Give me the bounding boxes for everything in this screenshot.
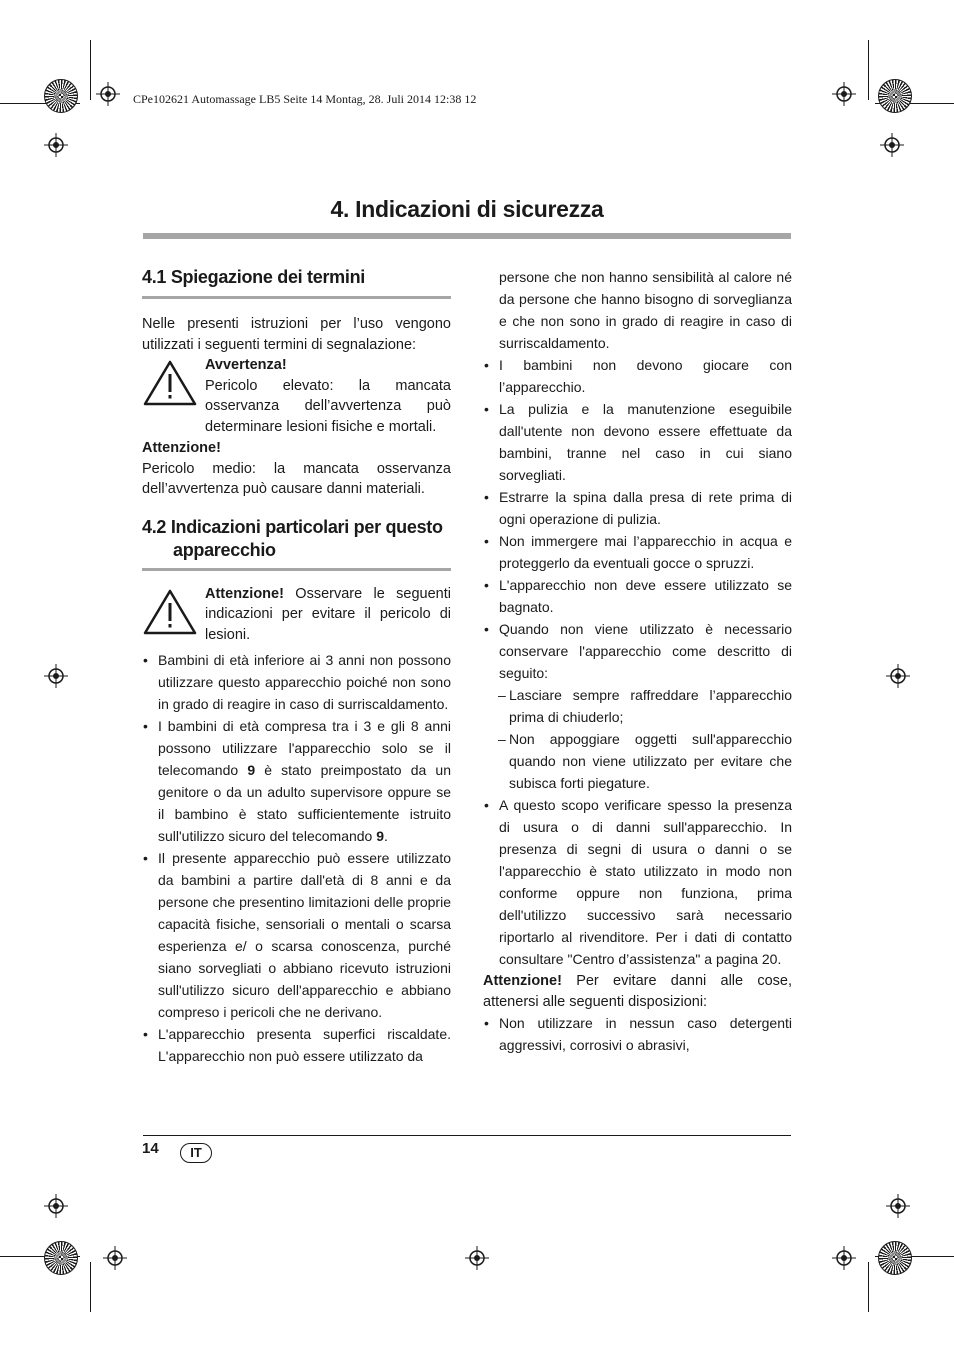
part-number: 9 — [247, 762, 256, 778]
registration-mark — [886, 1194, 910, 1218]
list-item-text: Il presente apparecchio può essere utilizzato da bambini a partire dall'età di 8 anni e da persone che presentino limitazioni delle proprie capacità fisiche, sensoriali o mentali o scarsa esperienza e/ o scarsa conoscenza, purché siano sorvegliati o abbiano ricevuto istruzioni sull'utilizzo sicuro dell'apparecchio e abbiano compreso i pericoli che ne derivano. — [158, 850, 451, 1020]
section-rule — [142, 568, 451, 571]
title-rule — [143, 233, 791, 239]
list-item-text: Non utilizzare in nessun caso detergenti aggressivi, corrosivi o abrasivi, — [499, 1015, 792, 1053]
footer-rule — [143, 1135, 791, 1136]
avvertenza-label: Avvertenza! — [205, 357, 287, 373]
registration-mark — [886, 664, 910, 688]
color-wheel-mark — [44, 1241, 78, 1275]
list-item — [483, 618, 792, 794]
part-number: 9 — [376, 828, 385, 844]
warning-label: Attenzione! — [205, 585, 284, 602]
list-item-text: I bambini non devono giocare con l’apparecchio. — [499, 357, 792, 395]
registration-mark — [832, 1246, 856, 1270]
list-item-text: L'apparecchio presenta superfici riscaldate. L'apparecchio non può essere utilizzato da — [158, 1026, 451, 1064]
left-column — [142, 266, 451, 1067]
section-4-2-heading-line2: apparecchio — [173, 539, 276, 560]
note-text: Per evitare danni alle cose, attenersi alle seguenti disposizioni: — [483, 973, 792, 1010]
list-item — [483, 354, 792, 398]
avvertenza-block — [142, 355, 451, 437]
list-item-text: I bambini di età compresa tra i 3 e gli 8 anni possono utilizzare l'apparecchio solo se il telecomando — [158, 718, 451, 778]
list-item — [142, 715, 451, 847]
property-damage-note — [483, 971, 792, 1012]
section-rule — [142, 296, 451, 299]
sub-list-item-text: Lasciare sempre raffreddare l’apparecchio prima di chiuderlo; — [509, 687, 792, 725]
continued-text: persone che non hanno sensibilità al calore né da persone che hanno bisogno di sorveglianza e che non sono in grado di reagire in caso di surriscaldamento. — [499, 269, 792, 351]
color-wheel-mark — [878, 1241, 912, 1275]
language-badge: IT — [180, 1143, 212, 1163]
right-column — [483, 266, 792, 1056]
warning-body: Osservare le seguenti indicazioni per evitare il pericolo di lesioni. — [205, 585, 451, 643]
color-wheel-mark — [878, 79, 912, 113]
registration-mark — [465, 1246, 489, 1270]
section-4-2-heading — [142, 516, 451, 562]
list-item-text: L'apparecchio non deve essere utilizzato se bagnato. — [499, 577, 792, 615]
sub-list-item-text: Non appoggiare oggetti sull'apparecchio quando non viene utilizzato per evitare che subisca forti piegature. — [509, 731, 792, 791]
list-item-text: è stato preimpostato da un genitore o da un adulto supervisore oppure se il bambino è stato sufficientemente istruito sull'utilizzo sicuro del telecomando — [158, 762, 451, 844]
avvertenza-text: Pericolo elevato: la mancata osservanza dell’avvertenza può determinare lesioni fisiche e mortali. — [205, 377, 451, 435]
section-4-2-heading-line1: 4.2 Indicazioni particolari per questo — [142, 516, 443, 537]
print-slug: CPe102621 Automassage LB5 Seite 14 Montag, 28. Juli 2014 12:38 12 — [133, 92, 477, 106]
list-item-text: Non immergere mai l’apparecchio in acqua e proteggerlo da eventuali gocce o spruzzi. — [499, 533, 792, 571]
list-item-text: A questo scopo verificare spesso la presenza di usura o di danni sull'apparecchio. In presenza di segni di usura o danni o se l'apparecchio è stato utilizzato in modo non conforme oppure non funziona, prima dell'utilizzo successivo sarà necessario riportarlo al rivenditore. Per i dati di contatto consultare "Centro d’assistenza" a pagina 20. — [499, 797, 792, 967]
sub-list-item — [499, 728, 792, 794]
list-item — [142, 649, 451, 715]
section-4-1-heading: 4.1 Spiegazione dei termini — [142, 267, 365, 287]
registration-mark — [96, 82, 120, 106]
attenzione-block — [142, 438, 451, 500]
list-item — [483, 794, 792, 970]
list-item — [142, 1023, 451, 1067]
list-item-text: Bambini di età inferiore ai 3 anni non possono utilizzare questo apparecchio poiché non sono in grado di reagire in caso di surriscaldamento. — [158, 652, 451, 712]
attenzione-warning-block — [142, 584, 451, 646]
registration-mark — [44, 133, 68, 157]
sub-list — [499, 684, 792, 794]
warning-triangle-icon — [142, 588, 198, 636]
note-label: Attenzione! — [483, 973, 562, 989]
list-item — [483, 486, 792, 530]
list-item — [483, 1012, 792, 1056]
list-item — [142, 847, 451, 1023]
registration-mark — [880, 133, 904, 157]
warning-triangle-icon — [142, 359, 198, 407]
damage-bullet-list — [483, 1012, 792, 1056]
registration-mark — [44, 1194, 68, 1218]
page-title: 4. Indicazioni di sicurezza — [330, 196, 604, 222]
list-item-text: • Quando non viene utilizzato è necessario conservare l'apparecchio come descritto di seguito: — [499, 621, 792, 681]
safety-bullet-list — [483, 354, 792, 970]
safety-bullet-list — [142, 649, 451, 1067]
page-number: 14 — [142, 1140, 159, 1157]
list-item-text: Estrarre la spina dalla presa di rete prima di ogni operazione di pulizia. — [499, 489, 792, 527]
registration-mark — [103, 1246, 127, 1270]
list-item — [483, 398, 792, 486]
color-wheel-mark — [44, 79, 78, 113]
warning-text — [205, 584, 451, 646]
registration-mark — [44, 664, 68, 688]
list-item-text: La pulizia e la manutenzione eseguibile dall'utente non devono essere effettuate da bambini, tranne nel caso in cui siano sorvegliati. — [499, 401, 792, 483]
list-item-text: . — [384, 828, 388, 844]
list-item — [483, 574, 792, 618]
list-item — [483, 530, 792, 574]
intro-text: Nelle presenti istruzioni per l’uso vengono utilizzati i seguenti termini di segnalazione: — [142, 316, 451, 353]
attenzione-text: Pericolo medio: la mancata osservanza dell’avvertenza può causare danni materiali. — [142, 460, 451, 497]
attenzione-label: Attenzione! — [142, 440, 221, 456]
registration-mark — [832, 82, 856, 106]
sub-list-item — [499, 684, 792, 728]
